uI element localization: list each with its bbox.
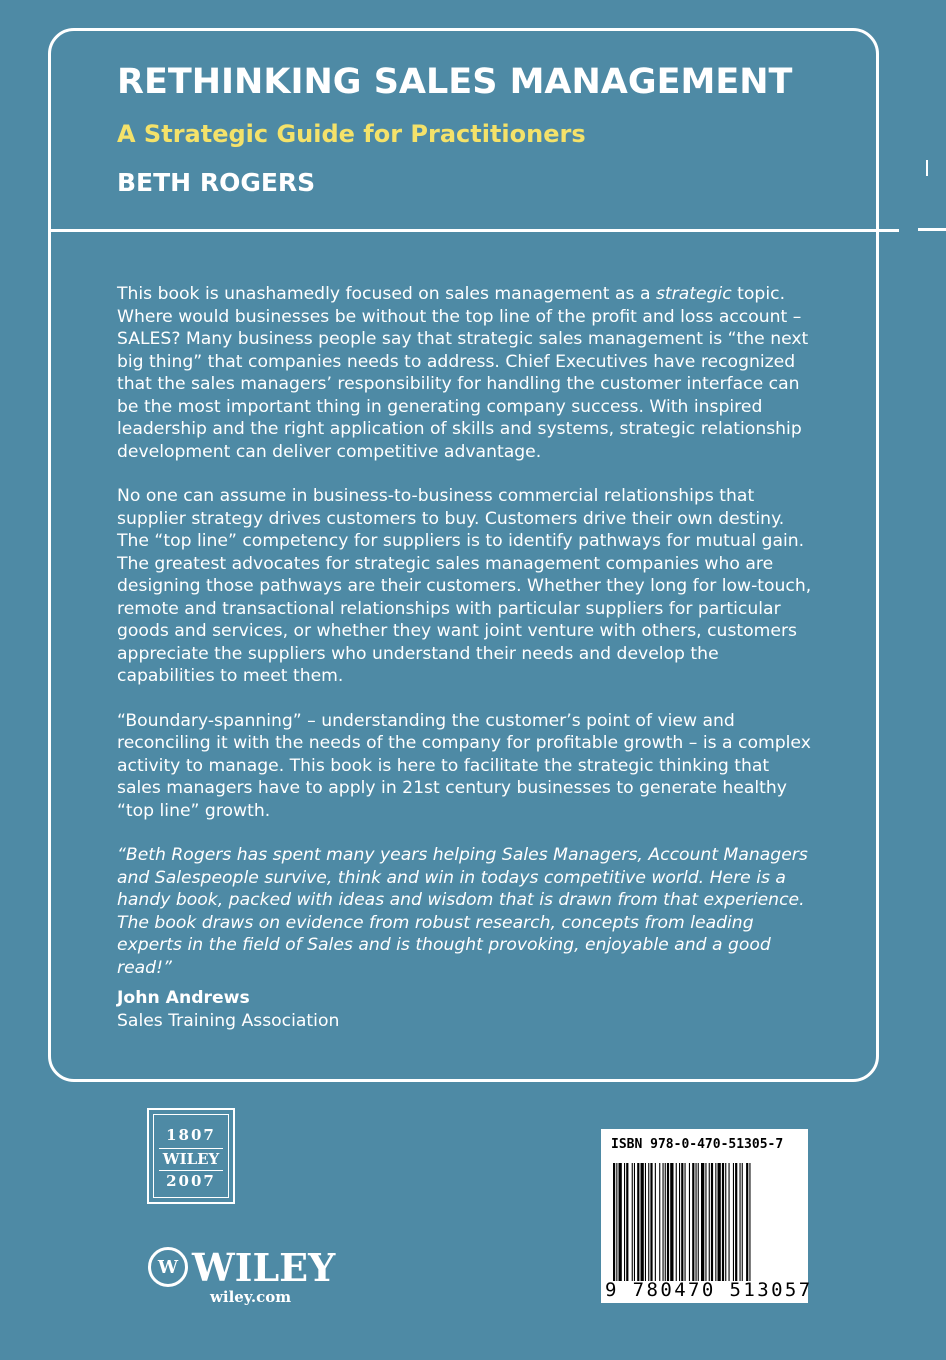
barcode-bar bbox=[740, 1163, 741, 1281]
blurb-p1-emphasis: strategic bbox=[655, 284, 732, 304]
barcode-bars bbox=[613, 1163, 797, 1281]
barcode-bar bbox=[746, 1163, 748, 1281]
publisher-logo bbox=[148, 1244, 335, 1290]
barcode-bar bbox=[701, 1163, 704, 1281]
barcode-bar bbox=[650, 1163, 652, 1281]
barcode-bar bbox=[679, 1163, 680, 1281]
barcode-bar bbox=[624, 1163, 625, 1281]
barcode-bar bbox=[681, 1163, 683, 1281]
barcode-bar bbox=[715, 1163, 716, 1281]
barcode-bar bbox=[729, 1163, 730, 1281]
barcode-bar bbox=[637, 1163, 639, 1281]
barcode-bar bbox=[698, 1163, 699, 1281]
barcode-bar bbox=[722, 1163, 724, 1281]
publisher-name: WILEY bbox=[192, 1244, 336, 1290]
barcode-bar bbox=[685, 1163, 686, 1281]
barcode-bar bbox=[705, 1163, 706, 1281]
blurb-paragraph-3: “Boundary-spanning” – understanding the customer’s point of view and reconciling it with the needs of the company for profitable growth – is a complex activity to manage. This book is here to facilitate the strategic thinking that sales managers have to apply in 21st century businesses to generate healthy “top line” growth. bbox=[117, 710, 811, 821]
barcode-panel bbox=[601, 1129, 813, 1303]
seal-year-start: 1807 bbox=[166, 1126, 216, 1144]
seal-divider-bottom bbox=[159, 1170, 223, 1171]
blurb bbox=[117, 283, 817, 1032]
seal-year-end: 2007 bbox=[166, 1172, 216, 1190]
barcode-bar bbox=[689, 1163, 690, 1281]
barcode-bar bbox=[641, 1163, 644, 1281]
barcode-bar bbox=[725, 1163, 726, 1281]
barcode-bar bbox=[742, 1163, 743, 1281]
edge-tick-horizontal bbox=[918, 228, 946, 231]
barcode-bar bbox=[749, 1163, 750, 1281]
barcode-bar bbox=[735, 1163, 737, 1281]
book-author: BETH ROGERS bbox=[117, 168, 316, 197]
barcode-bar bbox=[665, 1163, 666, 1281]
publisher-url[interactable]: wiley.com bbox=[210, 1288, 292, 1306]
barcode-bar bbox=[616, 1163, 617, 1281]
endorsement-quote: “Beth Rogers has spent many years helping Sales Managers, Account Managers and Salespeople survive, think and win in todays competitive world. Here is a handy book, packed with ideas and wisdom that is drawn from that experience. The book draws on evidence from robust research, concepts from leading experts in the field of Sales and is thought provoking, enjoyable and a good read!” bbox=[117, 845, 808, 978]
blurb-paragraph-1 bbox=[117, 283, 817, 463]
header-divider bbox=[48, 229, 899, 232]
book-title: RETHINKING SALES MANAGEMENT bbox=[117, 62, 793, 102]
book-subtitle: A Strategic Guide for Practitioners bbox=[117, 120, 586, 148]
barcode-digits: 9 780470 513057 bbox=[605, 1279, 813, 1301]
wiley-emblem-icon: W bbox=[148, 1247, 188, 1287]
barcode-bar bbox=[692, 1163, 694, 1281]
barcode-bar bbox=[648, 1163, 649, 1281]
barcode-bar bbox=[670, 1163, 673, 1281]
barcode-bar bbox=[711, 1163, 713, 1281]
barcode-bar bbox=[718, 1163, 721, 1281]
barcode-bar bbox=[667, 1163, 669, 1281]
blurb-paragraph-2: No one can assume in business-to-business commercial relationships that supplier strategy drives customers to buy. Customers drive their own destiny. The “top line” competency for suppliers is to identify pathways for mutual gain. The greatest advocates for strategic sales management companies who are designing those pathways are their customers. Whether they long for low-touch, remote and transactional relationships with particular suppliers for particular goods and services, or whether they want joint venture with others, customers appreciate the suppliers who understand their needs and develop the capabilities to meet them. bbox=[117, 486, 812, 686]
barcode-bar bbox=[634, 1163, 635, 1281]
barcode-bar bbox=[632, 1163, 633, 1281]
barcode-bar bbox=[619, 1163, 622, 1281]
seal-divider-top bbox=[159, 1148, 223, 1149]
endorser-organization: Sales Training Association bbox=[117, 1010, 340, 1031]
barcode-bar bbox=[663, 1163, 664, 1281]
barcode-bar bbox=[696, 1163, 697, 1281]
barcode-bar bbox=[676, 1163, 677, 1281]
barcode-bar bbox=[645, 1163, 646, 1281]
barcode-bar bbox=[613, 1163, 615, 1281]
blurb-p1-text-a: This book is unashamedly focused on sales management as a bbox=[117, 284, 656, 304]
barcode-bar bbox=[733, 1163, 734, 1281]
edge-tick-vertical bbox=[926, 160, 928, 176]
barcode-bar bbox=[626, 1163, 628, 1281]
endorser-name: John Andrews bbox=[117, 988, 250, 1008]
seal-brand: WILEY bbox=[162, 1150, 220, 1168]
bicentennial-seal bbox=[147, 1108, 235, 1204]
barcode-bar bbox=[655, 1163, 656, 1281]
blurb-p1-text-b: topic. Where would businesses be without the top line of the profit and loss account – SALES? Many business people say that strategic sales management is “the next big thing” that companies needs to address. Chief Executives have recognized that the sales managers’ responsibility for handling the customer interface can be the most important thing in generating company success. With inspired leadership and the right application of skills and systems, strategic relationship development can deliver competitive advantage. bbox=[117, 284, 809, 462]
isbn-label: ISBN 978-0-470-51305-7 bbox=[611, 1137, 784, 1152]
barcode-bar bbox=[709, 1163, 710, 1281]
barcode-bar bbox=[659, 1163, 660, 1281]
